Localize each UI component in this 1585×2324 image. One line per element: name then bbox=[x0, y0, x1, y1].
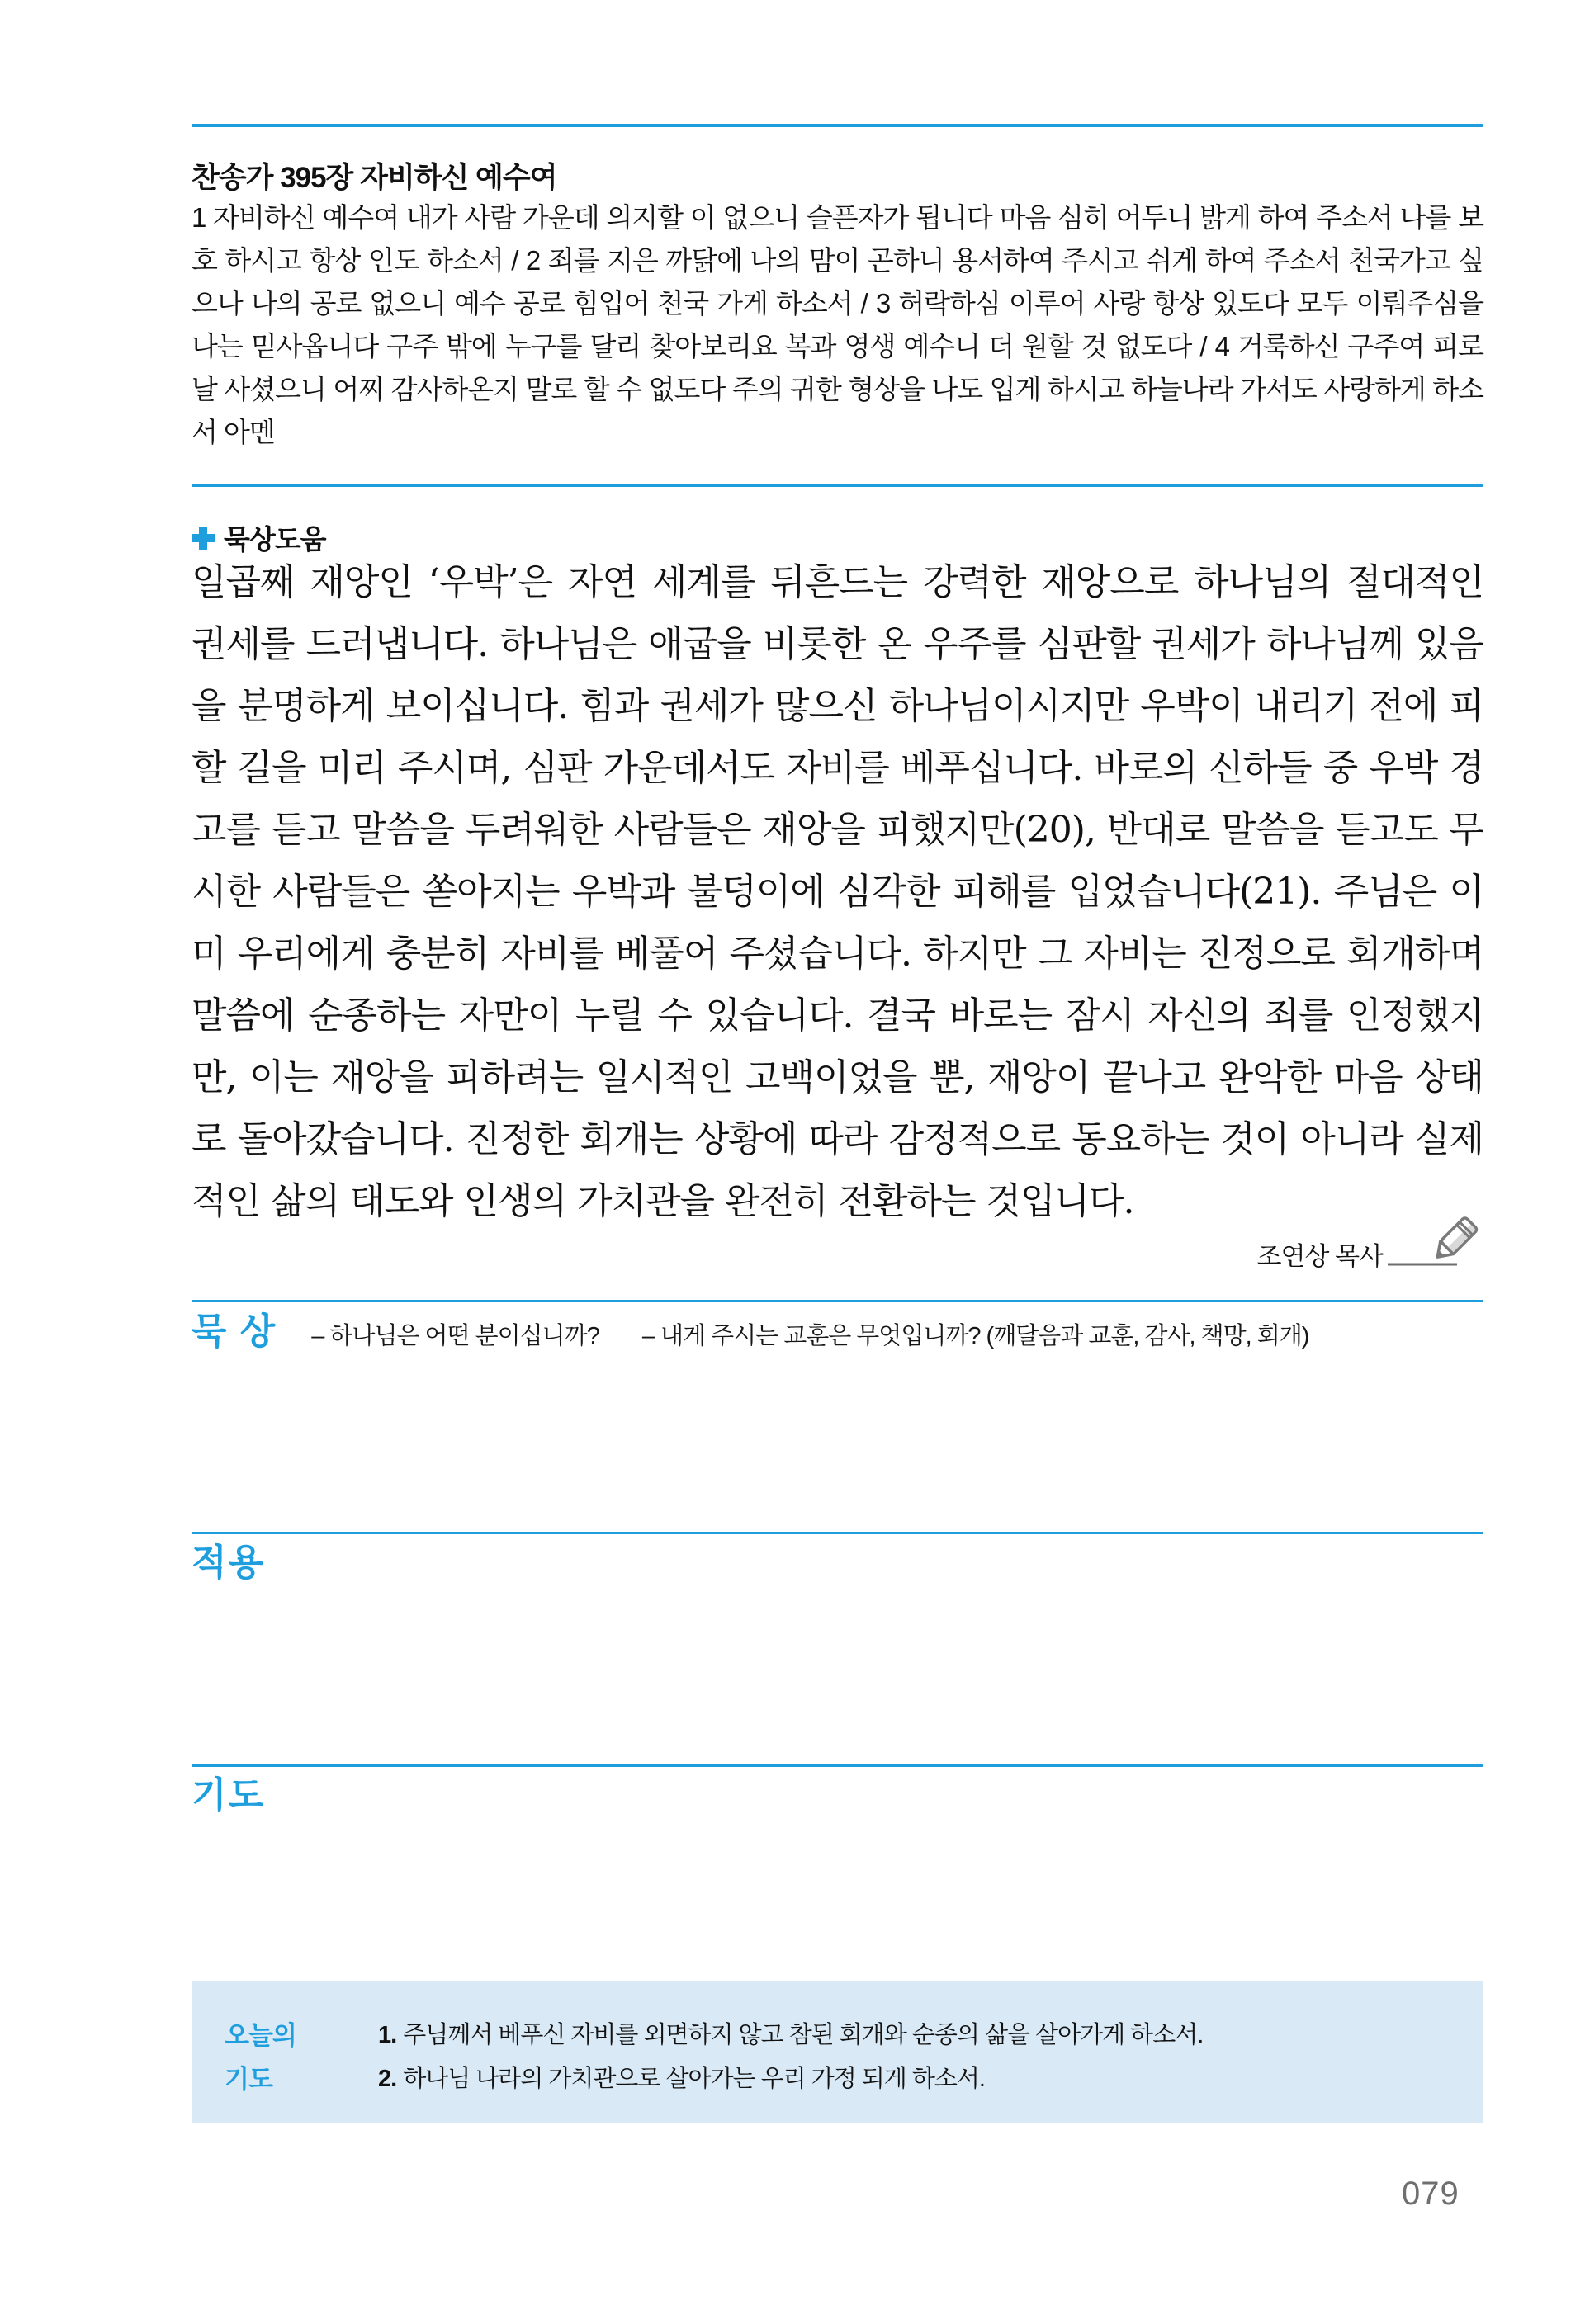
pencil-icon bbox=[1386, 1213, 1483, 1279]
today-prayer-item-text: 주님께서 베푸신 자비를 외면하지 않고 참된 회개와 순종의 삶을 살아가게 하소서. bbox=[403, 2022, 1204, 2048]
top-divider bbox=[192, 124, 1483, 127]
page-number: 079 bbox=[1402, 2175, 1460, 2212]
today-prayer-item-text: 하나님 나라의 가치관으로 살아가는 우리 가정 되게 하소서. bbox=[403, 2066, 985, 2092]
plus-icon bbox=[192, 527, 215, 550]
today-prayer-label-line2: 기도 bbox=[225, 2065, 272, 2094]
author-row bbox=[192, 1215, 1483, 1273]
prayer-label: 기도 bbox=[192, 1775, 266, 1816]
meditation-question-1: – 하나님은 어떤 분이십니까? bbox=[311, 1323, 599, 1349]
today-prayer-box bbox=[192, 1981, 1483, 2123]
hymn-bottom-divider bbox=[192, 484, 1483, 487]
author-name: 조연상 목사 bbox=[1256, 1242, 1383, 1271]
today-prayer-label bbox=[225, 2014, 348, 2123]
application-divider bbox=[192, 1532, 1483, 1534]
meditation-help-body: 일곱째 재앙인 ‘우박’은 자연 세계를 뒤흔드는 강력한 재앙으로 하나님의 절대적인 권세를 드러냅니다. 하나님은 애굽을 비롯한 온 우주를 심판할 권세가 하나님께 있음을 분명하게 보이십니다. 힘과 권세가 많으신 하나님이시지만 우박이 내리기 전에 피할 길을 미리 주시며, 심판 가운데서도 자비를 베푸십니다. 바로의 신하들 중 우박 경고를 듣고 말씀을 두려워한 사람들은 재앙을 피했지만(20), 반대로 말씀을 듣고도 무시한 사람들은 쏟아지는 우박과 불덩이에 심각한 피해를 입었습니다(21). 주님은 이미 우리에게 충분히 자비를 베풀어 주셨습니다. 하지만 그 자비는 진정으로 회개하며 말씀에 순종하는 자만이 누릴 수 있습니다. 결국 바로는 잠시 자신의 죄를 인정했지만, 이는 재앙을 피하려는 일시적인 고백이었을 뿐, 재앙이 끝나고 완악한 마음 상태로 돌아갔습니다. 진정한 회개는 상황에 따라 감정적으로 동요하는 것이 아니라 실제적인 삶의 태도와 인생의 가치관을 완전히 전환하는 것입니다. bbox=[192, 561, 1484, 1222]
meditation-label: 묵 상 bbox=[192, 1311, 277, 1352]
hymn-title: 찬송가 395장 자비하신 예수여 bbox=[192, 162, 557, 194]
today-prayer-item-number: 2. bbox=[378, 2066, 397, 2092]
today-prayer-label-line1: 오늘의 bbox=[225, 2021, 296, 2050]
hymn-lyrics: 1 자비하신 예수여 내가 사람 가운데 의지할 이 없으니 슬픈자가 됩니다 마음 심히 어두니 밝게 하여 주소서 나를 보호 하시고 항상 인도 하소서 / 2 죄를 지은 까닭에 나의 맘이 곤하니 용서하여 주시고 쉬게 하여 주소서 천국가고 싶으나 나의 공로 없으니 예수 공로 힘입어 천국 가게 하소서 / 3 허락하심 이루어 사랑 항상 있도다 모두 이뤄주심을 나는 믿사옵니다 구주 밖에 누구를 달리 찾아보리요 복과 영생 예수니 더 원할 것 없도다 / 4 거룩하신 구주여 피로 날 사셨으니 어찌 감사하온지 말로 할 수 없도다 주의 귀한 형상을 나도 입게 하시고 하늘나라 가서도 사랑하게 하소서 아멘 bbox=[192, 202, 1483, 447]
today-prayer-items bbox=[348, 2014, 1483, 2123]
today-prayer-item bbox=[378, 2057, 1483, 2101]
meditation-divider bbox=[192, 1300, 1483, 1302]
today-prayer-item-number: 1. bbox=[378, 2022, 397, 2048]
meditation-section bbox=[192, 1311, 1483, 1352]
application-label: 적용 bbox=[192, 1542, 266, 1583]
meditation-help-heading-label: 묵상도움 bbox=[224, 524, 326, 555]
meditation-question-2: – 내게 주시는 교훈은 무엇입니까? (깨달음과 교훈, 감사, 책망, 회개) bbox=[641, 1323, 1309, 1349]
prayer-divider bbox=[192, 1764, 1483, 1767]
today-prayer-item bbox=[378, 2014, 1483, 2057]
